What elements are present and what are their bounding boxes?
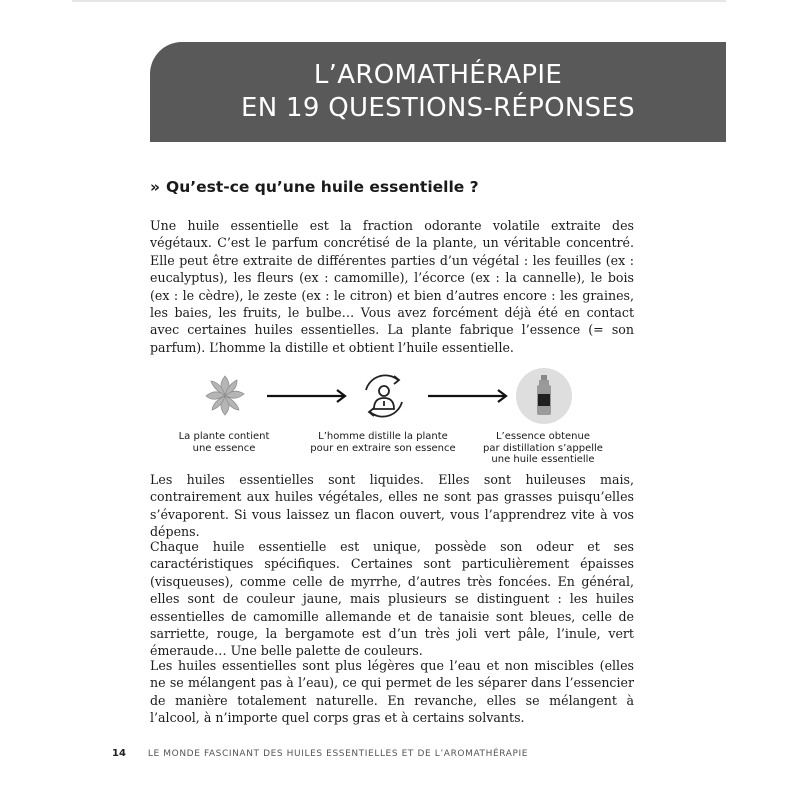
chapter-title-line-1: L’AROMATHÉRAPIE — [313, 60, 563, 90]
page-number: 14 — [112, 748, 126, 759]
leaf-icon — [197, 368, 253, 424]
top-rule — [72, 0, 726, 2]
bottle-icon — [516, 368, 572, 424]
running-title: LE MONDE FASCINANT DES HUILES ESSENTIELLES ET DE L’AROMATHÉRAPIE — [147, 749, 529, 759]
section-heading — [150, 178, 479, 196]
paragraph-3: Chaque huile essentielle est unique, possède son odeur et ses caractéristiques spécifiques. Certaines sont particulièrement épaisses (visqueuses), comme celle de myrrhe, d’autres très foncées. En général, elles sont de couleur jaune, mais plusieurs se distinguent : les huiles essentielles de camomille allemande et de tanaisie sont bleues, celle de sarriette, rouge, la bergamote est d’un très joli vert pâle, l’inule, vert émeraude… Une belle palette de couleurs. — [150, 539, 634, 659]
diagram-caption-plant: La plante contient une essence — [178, 431, 270, 454]
heading-text: Qu’est-ce qu’une huile essentielle ? — [166, 178, 479, 196]
page-footer — [112, 748, 528, 759]
arrow-right-icon — [428, 388, 510, 404]
paragraph-1: Une huile essentielle est la fraction odorante volatile extraite des végétaux. C’est le parfum concrétisé de la plante, un véritable concentré. Elle peut être extraite de différentes parties d’un végétal : les feuilles (ex : eucalyptus), les fleurs (ex : camomille), l’écorce (ex : la cannelle), le bois (ex : le cèdre), le zeste (ex : le citron) et bien d’autres encore : les graines, les baies, les fruits, le bulbe… Vous avez forcément déjà été en contact avec certaines huiles essentielles. La plante fabrique l’essence (= son parfum). L’homme la distille et obtient l’huile essentielle. — [150, 218, 634, 355]
chapter-header — [150, 42, 726, 142]
paragraph-4: Les huiles essentielles sont plus légères que l’eau et non miscibles (elles ne se mélangent pas à l’eau), ce qui permet de les séparer dans l’essencier de manière totalement naturelle. En revanche, elles se mélangent à l’alcool, à n’importe quel corps gras et à certains solvants. — [150, 658, 634, 726]
paragraph-2: Les huiles essentielles sont liquides. Elles sont huileuses mais, contrairement aux huiles végétales, elles ne sont pas grasses puisqu’elles s’évaporent. Si vous laissez un flacon ouvert, vous l’apprendrez vite à vos dépens. — [150, 472, 634, 540]
heading-marker: » — [150, 178, 161, 196]
diagram-caption-essential-oil: L’essence obtenue par distillation s’appelle une huile essentielle — [483, 431, 603, 465]
diagram-caption-distill: L’homme distille la plante pour en extraire son essence — [310, 431, 456, 454]
arrow-right-icon — [267, 388, 349, 404]
chapter-title-line-2: EN 19 QUESTIONS-RÉPONSES — [241, 93, 635, 123]
distillation-diagram — [150, 368, 634, 468]
person-cycle-icon — [356, 368, 412, 424]
